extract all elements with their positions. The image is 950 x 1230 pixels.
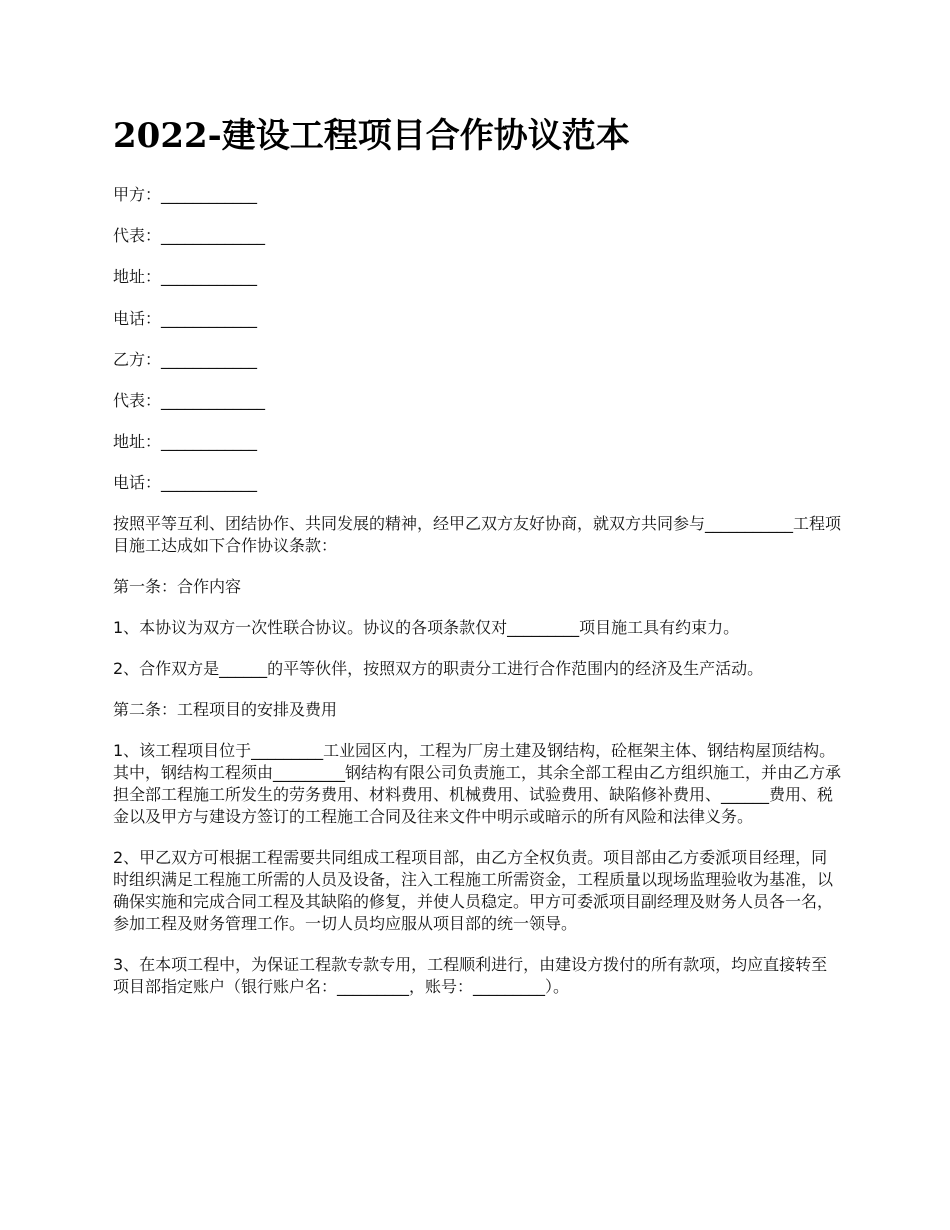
article-1-clause-2: 2、合作双方是______的平等伙伴，按照双方的职责分工进行合作范围内的经济及生产活动。 bbox=[113, 659, 764, 678]
agreement-body bbox=[113, 513, 843, 1017]
preamble-paragraph: 按照平等互利、团结协作、共同发展的精神，经甲乙双方友好协商，就双方共同参与___________工程项目施工达成如下合作协议条款： bbox=[113, 514, 842, 555]
field-party-b-phone bbox=[113, 472, 265, 513]
field-label: 地址： bbox=[113, 432, 162, 452]
article-2-clause-3: 3、在本项工程中，为保证工程款专款专用，工程顺利进行，由建设方拨付的所有款项，均应直接转至项目部指定账户（银行账户名：_________，账号：_________）。 bbox=[113, 955, 828, 996]
field-blank: ____________ bbox=[161, 473, 258, 493]
article-2-clause-2: 2、甲乙双方可根据工程需要共同组成工程项目部，由乙方全权负责。项目部由乙方委派项目经理，同时组织满足工程施工所需的人员及设备，注入工程施工所需资金，工程质量以现场监理验收为基准，以确保实施和完成合同工程及其缺陷的修复，并使人员稳定。甲方可委派项目副经理及财务人员各一名，参加工程及财务管理工作。一切人员均应服从项目部的统一领导。 bbox=[113, 848, 834, 933]
field-blank: ____________ bbox=[161, 308, 258, 328]
article-2-heading: 第二条：工程项目的安排及费用 bbox=[113, 700, 338, 719]
field-party-a-address bbox=[113, 266, 265, 307]
party-info-fields bbox=[113, 184, 265, 514]
field-party-a-phone bbox=[113, 308, 265, 349]
field-blank: ____________ bbox=[161, 185, 258, 204]
field-label: 电话： bbox=[113, 473, 162, 493]
field-blank: _____________ bbox=[161, 390, 266, 410]
field-party-b-representative bbox=[113, 390, 265, 431]
field-label: 电话： bbox=[113, 308, 162, 328]
field-blank: ____________ bbox=[161, 432, 258, 452]
field-blank: ____________ bbox=[161, 349, 258, 369]
field-label: 乙方： bbox=[113, 349, 162, 369]
field-label: 代表： bbox=[113, 390, 162, 410]
document-title: 2022-建设工程项目合作协议范本 bbox=[113, 116, 630, 156]
field-party-a bbox=[113, 184, 265, 225]
article-2-clause-1: 1、该工程项目位于_________工业园区内，工程为厂房土建及钢结构，砼框架主体、钢结构屋顶结构。其中，钢结构工程须由_________钢结构有限公司负责施工，其余全部工程由乙方组织施工，并由乙方承担全部工程施工所发生的劳务费用、材料费用、机械费用、试验费用、缺陷修补费用、______费用、税金以及甲方与建设方签订的工程施工合同及往来文件中明示或暗示的所有风险和法律义务。 bbox=[113, 741, 842, 826]
field-blank: _____________ bbox=[161, 226, 266, 246]
field-party-b bbox=[113, 349, 265, 390]
field-party-b-address bbox=[113, 431, 265, 472]
field-label: 甲方： bbox=[113, 185, 162, 204]
article-1-heading: 第一条：合作内容 bbox=[113, 577, 242, 596]
article-1-clause-1: 1、本协议为双方一次性联合协议。协议的各项条款仅对_________项目施工具有约束力。 bbox=[113, 618, 740, 637]
field-label: 地址： bbox=[113, 267, 162, 287]
field-label: 代表： bbox=[113, 226, 162, 246]
field-party-a-representative bbox=[113, 225, 265, 266]
field-blank: ____________ bbox=[161, 267, 258, 287]
